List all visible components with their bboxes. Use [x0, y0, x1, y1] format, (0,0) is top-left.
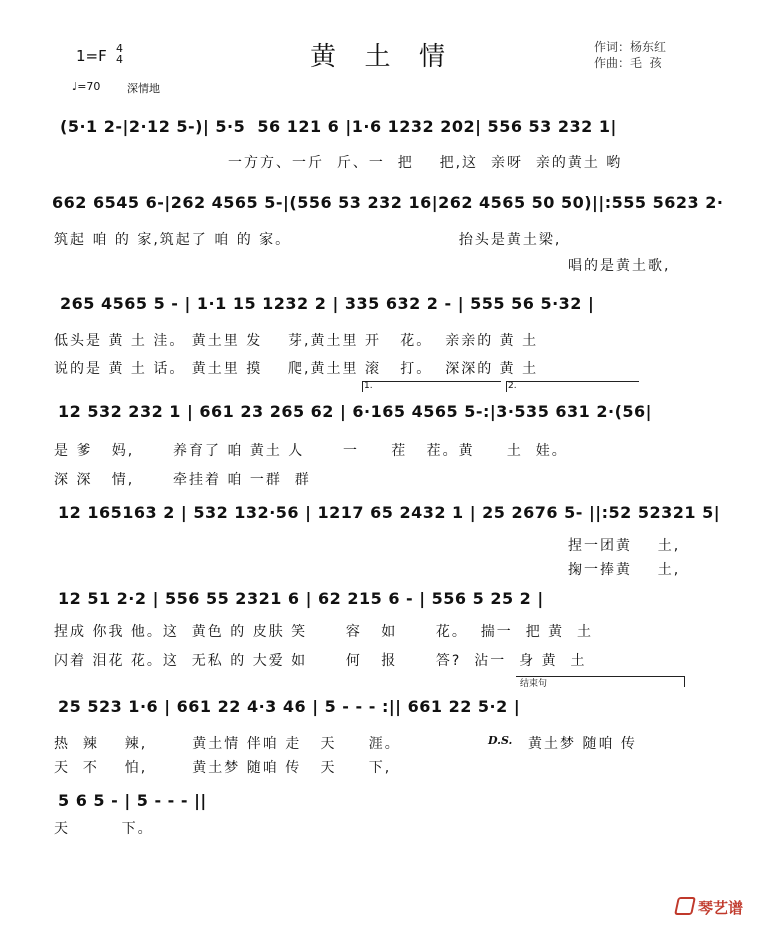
lyric-line: 捏成 你我 他。这 黄色 的 皮肤 笑 容 如 花。 揣一 把 黄 土: [54, 624, 594, 640]
site-watermark: [676, 897, 743, 918]
lyric-line: 黄土梦 随咱 传: [528, 736, 637, 752]
site-watermark-text: 琴艺谱: [698, 899, 744, 917]
lyric-line: 捏一团黄 土,: [568, 538, 681, 554]
lyric-line: 天 不 怕, 黄土梦 随咱 传 天 下,: [54, 760, 392, 776]
lyric-line: 筑起 咱 的 家,筑起了 咱 的 家。 抬头是黄土梁,: [54, 232, 562, 248]
notation-line: 662 6545 6-|262 4565 5-|(556 53 232 16|262 4565 50 50)||:555 5623 2·: [52, 193, 724, 212]
lyric-line: 深 深 情, 牵挂着 咱 一群 群: [54, 472, 311, 488]
time-denominator: 4: [116, 53, 123, 66]
time-numerator: 4: [116, 42, 123, 55]
lyric-line: 是 爹 妈, 养育了 咱 黄土 人 一 茬 茬。黄 土 娃。: [54, 443, 568, 459]
notation-line: 12 532 232 1 | 661 23 265 62 | 6·165 4565 5-:|3·535 631 2·(56|: [58, 402, 652, 421]
lyric-line: 唱的是黄土歌,: [568, 258, 671, 274]
expression-mark: 深情地: [127, 82, 160, 95]
tempo-mark: ♩=70: [72, 80, 101, 93]
time-signature: [116, 43, 123, 65]
first-ending-label: 1.: [364, 381, 373, 391]
lyric-line: 热 辣 辣, 黄土情 伴咱 走 天 涯。: [54, 736, 401, 752]
song-title: 黄 土 情: [309, 42, 450, 72]
lyric-line: 闪着 泪花 花。这 无私 的 大爱 如 何 报 答? 沾一 身 黄 土: [54, 653, 587, 669]
notation-line: 25 523 1·6 | 661 22 4·3 46 | 5 - - - :|| 661 22 5·2 |: [58, 697, 521, 716]
dal-segno-mark: D.S.: [488, 734, 513, 747]
notation-line: 12 165163 2 | 532 132·56 | 1217 65 2432 1 | 25 2676 5- ||:52 52321 5|: [58, 503, 721, 522]
first-ending-bracket: [362, 381, 501, 392]
lyricist-credit: 作词：杨东红: [594, 40, 667, 54]
notation-line: 5 6 5 - | 5 - - - ||: [58, 791, 207, 810]
composer-credit: 作曲：毛 孩: [594, 56, 662, 70]
lyric-line: 低头是 黄 土 洼。 黄土里 发 芽,黄土里 开 花。 亲亲的 黄 土: [54, 333, 539, 349]
key-signature: 1=F: [76, 47, 107, 65]
notation-line: 12 51 2·2 | 556 55 2321 6 | 62 215 6 - | 556 5 25 2 |: [58, 589, 544, 608]
notation-line: 265 4565 5 - | 1·1 15 1232 2 | 335 632 2 - | 555 56 5·32 |: [60, 294, 595, 313]
lyric-line: 天 下。: [54, 821, 154, 837]
notation-line: (5·1 2-|2·12 5-)| 5·5 56 121 6 |1·6 1232 202| 556 53 232 1|: [60, 117, 617, 136]
lyric-line: 说的是 黄 土 话。 黄土里 摸 爬,黄土里 滚 打。 深深的 黄 土: [54, 361, 539, 377]
lyric-line: 一方方、一斤 斤、一 把 把,这 亲呀 亲的黄土 哟: [228, 155, 623, 171]
coda-label: 结束句: [520, 679, 548, 689]
second-ending-bracket: [506, 381, 639, 392]
second-ending-label: 2.: [508, 381, 517, 391]
lyric-line: 掬一捧黄 土,: [568, 562, 681, 578]
site-logo-icon: [674, 897, 696, 915]
